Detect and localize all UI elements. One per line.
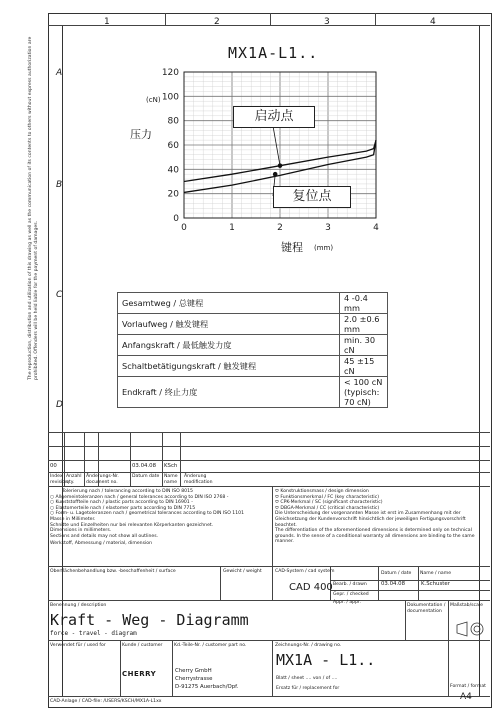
customer-part-label: Kd.-Teile-Nr. / customer part no. [174, 643, 247, 648]
date-header: Datum / date [381, 571, 412, 576]
revision-name: KSch [164, 463, 178, 469]
annotation-reset-label: 复位点 [292, 189, 332, 204]
drawn-name: K.Schuster [421, 581, 450, 587]
top-ruler [48, 25, 490, 26]
documentation-label: Dokumentation / documentation [407, 603, 446, 614]
tolerance-text: Elastomerteile nach / elastomer parts according to DIN 7715 [55, 505, 196, 511]
revision-divider [84, 432, 85, 486]
rev-header: Name name [164, 474, 178, 485]
char-line: The differentiation of the aforementioned dimensions is determined only on technical grounds. In the sense of a conditional warranty all dimensions are binding to the same manner. [275, 528, 475, 545]
tolerance-line: Tolerierung nach / tolerancing according to DIN ISO 8015 [62, 489, 193, 494]
revision-divider [162, 432, 163, 486]
copyright-note: The reproduction, distribution and utilization of this drawing as well as the communication of its contents to others without express authorization are prohibited. Offenders will be held liable for the payment of damages. [28, 36, 39, 380]
company-name: Cherry GmbH [175, 668, 212, 674]
spec-label: Vorlaufweg / 触发键程 [118, 314, 340, 335]
col-divider [270, 13, 271, 25]
customer-label: Kunde / customer [122, 643, 163, 648]
company-street: Cherrystrasse [175, 676, 213, 682]
tb-line [330, 580, 490, 581]
row-letter: B [56, 180, 63, 190]
characteristics-note [275, 489, 480, 545]
tolerance-line: Schnitte und Einzelheiten nur bei relevanten Körperkanten gezeichnet. [50, 522, 214, 528]
oval-icon: ⬭ [275, 489, 279, 494]
radio-icon: ○ [50, 511, 55, 517]
sheet-label: Blatt / sheet .... von / of .... [276, 676, 338, 681]
tb-divider [448, 600, 449, 696]
tb-divider [272, 640, 273, 696]
diagram-title-de: Kraft - Weg - Diagramm [50, 611, 249, 629]
rev-header: Änderungs-Nr. document no. [86, 474, 119, 485]
radio-icon: ○ [50, 500, 55, 506]
tolerance-line: Werkstoff, Abmessung / material, dimension [50, 541, 152, 547]
tb-line [48, 600, 490, 601]
block-divider [272, 486, 273, 566]
company-logo: CHERRY [122, 670, 157, 678]
char-text: CPK-Merkmal / SC (significant characteristic) [280, 500, 383, 506]
drawing-no-label: Zeichnungs-Nr. / drawing no. [275, 643, 342, 648]
rev-header: Index revision [50, 474, 69, 485]
y-tick-label: 0 [173, 214, 179, 224]
table-row [118, 293, 388, 314]
revision-line [48, 460, 490, 461]
rev-header: Datum date [132, 474, 160, 479]
drawn-label: Bearb. / drawn [333, 582, 367, 587]
radio-icon: ○ [50, 494, 55, 500]
table-row [118, 356, 388, 377]
table-row [118, 335, 388, 356]
tolerance-line: Sections and details may not show all outlines. [50, 533, 159, 539]
drawing-title: MX1A-L1.. [228, 44, 319, 62]
drawing-number: MX1A - L1.. [276, 651, 376, 669]
used-for-label: Verwendet für / used for [50, 643, 106, 648]
x-tick-label: 1 [229, 223, 235, 233]
char-line: Die Unterscheidung der vorgenannten Masse ist erst im Zusammenhang mit der Gleichsetzung der Kundenvorschrift hinsichtlich der jeweiligen Fertigungsvorschrift beachtet. [275, 511, 466, 528]
annotation-trigger-label: 启动点 [254, 109, 294, 124]
col-divider [165, 13, 166, 25]
drawn-date: 03.04.08 [381, 581, 406, 587]
revision-divider [130, 432, 131, 486]
spec-value-typical: (typisch: 70 cN) [344, 387, 380, 407]
column-number: 4 [430, 17, 436, 27]
x-tick-label: 3 [325, 223, 331, 233]
col-divider [375, 13, 376, 25]
company-city: D-91275 Auerbach/Opf. [175, 684, 239, 690]
tolerance-line: Dimensions in millimeters. [50, 528, 112, 534]
revision-divider [180, 432, 181, 486]
spec-value-cell [340, 377, 388, 408]
tb-divider [405, 600, 406, 640]
revision-line [48, 432, 490, 433]
column-number: 2 [214, 17, 220, 27]
cad-file-footer: CAD-Anlage / CAD-file: /USERS/KSCH/MX1A-L1xx [50, 699, 162, 704]
char-text: Funktionsmerkmal / FC (key characteristic) [280, 494, 380, 500]
char-text: Konstruktionsmass / design dimension [280, 489, 369, 494]
projection-symbol-icon [455, 620, 485, 638]
format-label: Format / format [450, 684, 486, 689]
rev-header: Änderung modification [184, 474, 213, 485]
x-tick-label: 2 [277, 223, 283, 233]
tb-divider [418, 566, 419, 600]
column-number: 1 [104, 17, 110, 27]
y-tick-label: 40 [167, 165, 179, 176]
spec-value: 2.0 ±0.6 mm [340, 314, 388, 335]
annotation-trigger-point [233, 106, 315, 128]
checked-label: Gepr. / checked [333, 592, 369, 597]
row-letter: A [56, 68, 63, 78]
revision-line [48, 446, 490, 447]
tolerance-text: Form- u. Lagetoleranzen nach / geometrical tolerances according to DIN ISO 1101 [55, 511, 244, 517]
tb-line [48, 696, 490, 697]
y-tick-label: 20 [167, 189, 179, 200]
cad-value: CAD 400 [289, 582, 333, 593]
spec-table [117, 292, 388, 408]
replacement-label: Ersatz für / replacement for [276, 686, 340, 691]
spec-label: Endkraft / 终止力度 [118, 377, 340, 408]
tb-divider [120, 640, 121, 696]
tb-divider [378, 566, 379, 600]
spec-label: Gesamtweg / 总键程 [118, 293, 340, 314]
spec-value: 4 -0.4 mm [340, 293, 388, 314]
spec-value: min. 30 cN [340, 335, 388, 356]
revision-index: 00 [50, 463, 57, 469]
y-tick-label: 100 [161, 92, 179, 103]
radio-icon: ○ [50, 505, 55, 511]
revision-line [48, 472, 490, 473]
y-tick-label: 60 [167, 141, 179, 151]
tolerance-text: Kunststoffteile nach / plastic parts according to DIN 16901 - [55, 500, 193, 506]
oval-icon: ⬭ [275, 505, 279, 511]
oval-icon: ⬭ [275, 500, 279, 506]
y-axis-label: 压力 [130, 128, 152, 141]
description-label: Benennung / description [50, 603, 107, 608]
cad-label: CAD-System / cad system [275, 569, 335, 574]
diagram-title-en: force - travel - diagram [50, 630, 137, 637]
row-letter: D [56, 400, 63, 410]
spec-value: < 100 cN [344, 377, 383, 387]
revision-divider [64, 432, 65, 486]
char-text: DBGA-Merkmal / CC (critical characteristic) [280, 505, 380, 511]
scale-label: Maßstab/scale [450, 603, 483, 608]
tolerance-note [50, 489, 270, 547]
table-row [118, 377, 388, 408]
spec-label: Anfangskraft / 最低触发力度 [118, 335, 340, 356]
oval-icon: ⬭ [275, 494, 279, 500]
rev-header: Anzahl qty. [66, 474, 82, 485]
tolerance-line: Masse in Millimeter. [50, 516, 96, 522]
tb-line [48, 566, 490, 567]
tb-divider [172, 640, 173, 696]
y-tick-label: 120 [161, 68, 179, 78]
revision-line [48, 486, 490, 487]
row-letter: C [56, 290, 63, 300]
weight-label: Gewicht / weight [223, 569, 262, 574]
surface-label: Oberflächenbehandlung bzw. -beschaffenheit / surface [50, 569, 176, 574]
name-header: Name / name [420, 571, 452, 576]
y-axis-unit: (cN) [146, 96, 161, 104]
tolerance-text: Allgemeintoleranzen nach / general tolerances according to DIN ISO 2768 - [55, 494, 229, 500]
tb-divider [220, 566, 221, 600]
x-tick-label: 0 [181, 223, 187, 233]
table-row [118, 314, 388, 335]
x-axis-label: 键程 [281, 241, 303, 254]
tb-divider [272, 566, 273, 600]
approved-label: Appr. / appr. [333, 600, 361, 605]
y-tick-label: 80 [167, 116, 179, 127]
tb-line [48, 640, 490, 641]
revision-date: 03.04.08 [132, 463, 157, 469]
column-number: 3 [324, 17, 330, 27]
format-value: A4 [460, 692, 472, 702]
spec-value: 45 ±15 cN [340, 356, 388, 377]
annotation-reset-point [273, 186, 351, 208]
tb-line [330, 590, 490, 591]
spec-label: Schaltbetätigungskraft / 触发键程 [118, 356, 340, 377]
x-axis-unit: (mm) [314, 244, 334, 252]
x-tick-label: 4 [373, 223, 379, 233]
